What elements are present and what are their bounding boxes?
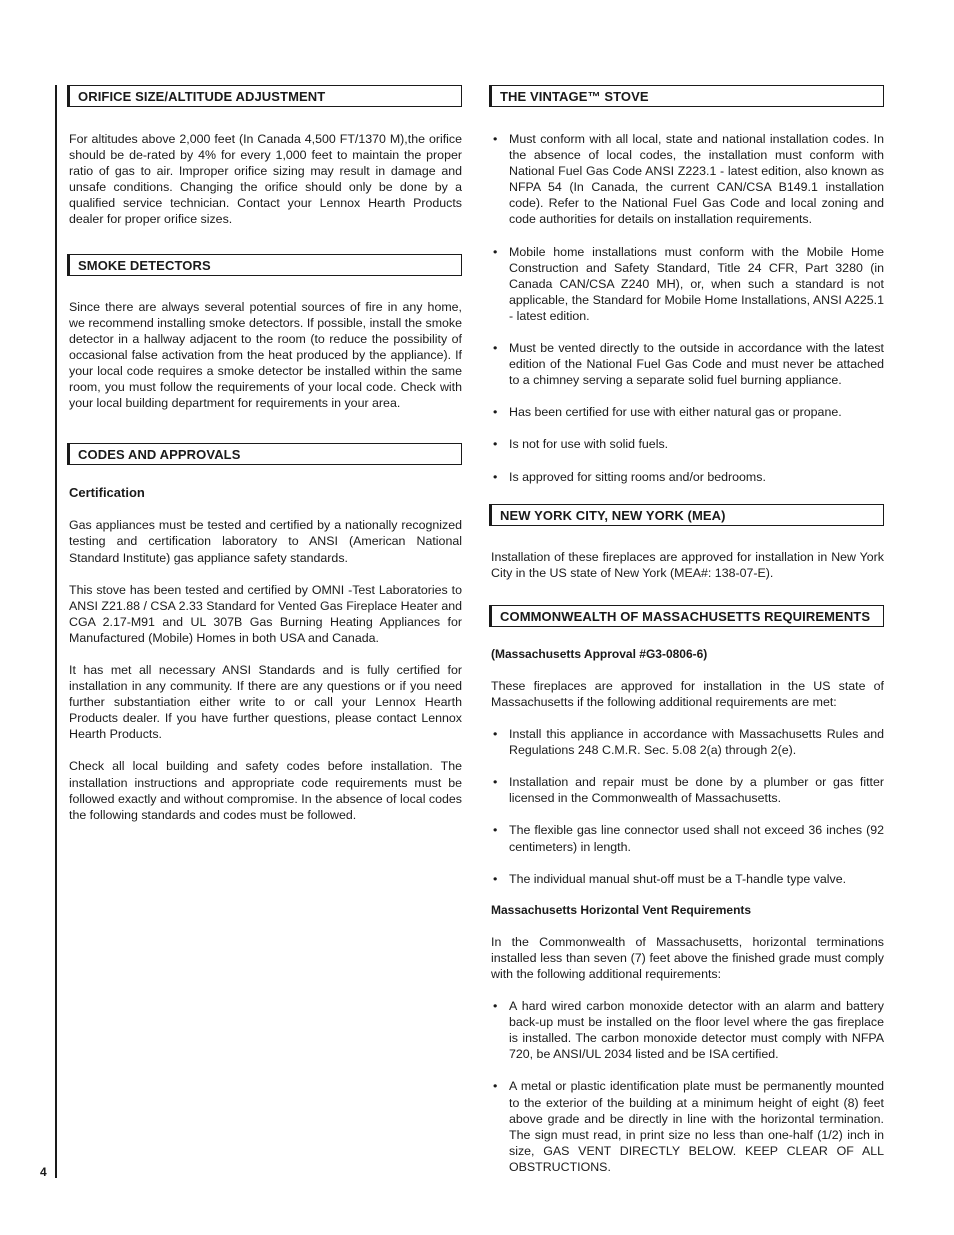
list-item: • Mobile home installations must conform with the Mobile Home Construction and Safety Standard, Title 24 CFR, Part 3280 (in Canada CAN/CSA Z240 MH), or, when such a standard is not applicable, the Standard for Mobile Home Installations, ANSI A225.1 - latest edition.: [491, 244, 884, 324]
list-item: • Install this appliance in accordance with Massachusetts Rules and Regulations 248 C.M.R. Sec. 5.08 2(a) through 2(e).: [491, 726, 884, 758]
list-item: • Has been certified for use with either natural gas or propane.: [491, 404, 884, 420]
right-column: [491, 85, 884, 1175]
list-item: • Is approved for sitting rooms and/or bedrooms.: [491, 469, 884, 485]
codes-approvals-heading: CODES AND APPROVALS: [69, 443, 462, 465]
list-item: • Must be vented directly to the outside in accordance with the latest edition of the National Fuel Gas Code and must never be attached to a chimney serving a separate solid fuel burning appliance.: [491, 340, 884, 388]
left-margin-rule: [55, 85, 57, 1178]
smoke-detectors-heading: SMOKE DETECTORS: [69, 254, 462, 276]
certification-paragraph-4: Check all local building and safety codes before installation. The installation instructions and appropriate code requirements must be followed exactly and without compromise. In the absence of local codes the following standards and codes must be followed.: [69, 759, 462, 822]
massachusetts-requirements-list: [491, 726, 884, 887]
orifice-text: For altitudes above 2,000 feet (In Canada 4,500 FT/1370 M),the orifice should be de-rated by 4% for every 1,000 feet to maintain the proper ratio of gas to air. Improper orifice sizing may result in damage and unsafe conditions. Changing the orifice should only be done by a qualified service technician. Contact your Lennox Hearth Products dealer for proper orifice sizes.: [69, 132, 462, 227]
list-item: • Is not for use with solid fuels.: [491, 436, 884, 452]
horizontal-vent-intro: In the Commonwealth of Massachusetts, horizontal terminations installed less than seven (7) feet above the finished grade must comply with the following additional requirements:: [491, 934, 884, 981]
certification-paragraph-1: Gas appliances must be tested and certified by a nationally recognized testing and certification laboratory to ANSI (American National Standard Institute) gas appliance safety standards.: [69, 518, 462, 565]
horizontal-vent-subheading: Massachusetts Horizontal Vent Requirements: [491, 902, 752, 917]
list-item: • The flexible gas line connector used shall not exceed 36 inches (92 centimeters) in length.: [491, 822, 884, 854]
vintage-stove-list: [491, 131, 884, 485]
massachusetts-intro: These fireplaces are approved for installation in the US state of Massachusetts if the following additional requirements are met:: [491, 678, 884, 709]
nyc-text: Installation of these fireplaces are approved for installation in New York City in the US state of New York (MEA#: 138-07-E).: [491, 549, 884, 580]
list-item: • The individual manual shut-off must be a T-handle type valve.: [491, 871, 884, 887]
certification-paragraph-3: It has met all necessary ANSI Standards and is fully certified for installation in any community. If there are any questions or if you need further substantiation either write to or call your Lennox Hearth Products dealer. If you have further questions, please contact Lennox Hearth Products.: [69, 662, 462, 742]
certification-paragraph-2: This stove has been tested and certified by OMNI -Test Laboratories to ANSI Z21.88 / CSA 2.33 Standard for Vented Gas Fireplace Heater and CGA 2.17-M91 and UL 307B Gas Burning Heating Appliances for Manufactured (Mobile) Homes in both USA and Canada.: [69, 582, 462, 645]
massachusetts-heading: COMMONWEALTH OF MASSACHUSETTS REQUIREMENTS: [491, 605, 884, 627]
page-number: 4: [40, 1165, 47, 1179]
list-item: • A hard wired carbon monoxide detector with an alarm and battery back-up must be installed on the floor level where the gas fireplace is installed. The carbon monoxide detector must comply with NFPA 720, be ANSI/UL 2034 listed and be ISA certified.: [491, 998, 884, 1062]
left-column: [69, 85, 462, 823]
list-item: • Installation and repair must be done by a plumber or gas fitter licensed in the Commonwealth of Massachusetts.: [491, 774, 884, 806]
nyc-heading: NEW YORK CITY, NEW YORK (MEA): [491, 504, 884, 526]
certification-subheading: Certification: [69, 485, 145, 501]
vintage-stove-heading: THE VINTAGE™ STOVE: [491, 85, 884, 107]
orifice-heading: ORIFICE SIZE/ALTITUDE ADJUSTMENT: [69, 85, 462, 107]
list-item: • Must conform with all local, state and national installation codes. In the absence of local codes, the installation must conform with National Fuel Gas Code ANSI Z223.1 - latest edition, also known as NFPA 54 (In Canada, the current CAN/CSA B149.1 installation code). Refer to the National Fuel Gas Code and local zoning and code authorities for details on installation requirements.: [491, 131, 884, 228]
list-item: • A metal or plastic identification plate must be permanently mounted to the exterior of the building at a minimum height of eight (8) feet above grade and be directly in line with the horizontal termination. The sign must read, in print size no less than one-half (1/2) inch in size, GAS VENT DIRECTLY BELOW. KEEP CLEAR OF ALL OBSTRUCTIONS.: [491, 1078, 884, 1175]
smoke-detectors-text: Since there are always several potential sources of fire in any home, we recommend installing smoke detectors. If possible, install the smoke detector in a hallway adjacent to the room (to reduce the possibility of occasional false activation from the heat produced by the appliance). If your local code requires a smoke detector be installed within the same room, you must follow the requirements of your local code. Check with your local building department for requirements in your area.: [69, 299, 462, 411]
horizontal-vent-list: [491, 998, 884, 1175]
massachusetts-approval-number: (Massachusetts Approval #G3-0806-6): [491, 646, 708, 661]
